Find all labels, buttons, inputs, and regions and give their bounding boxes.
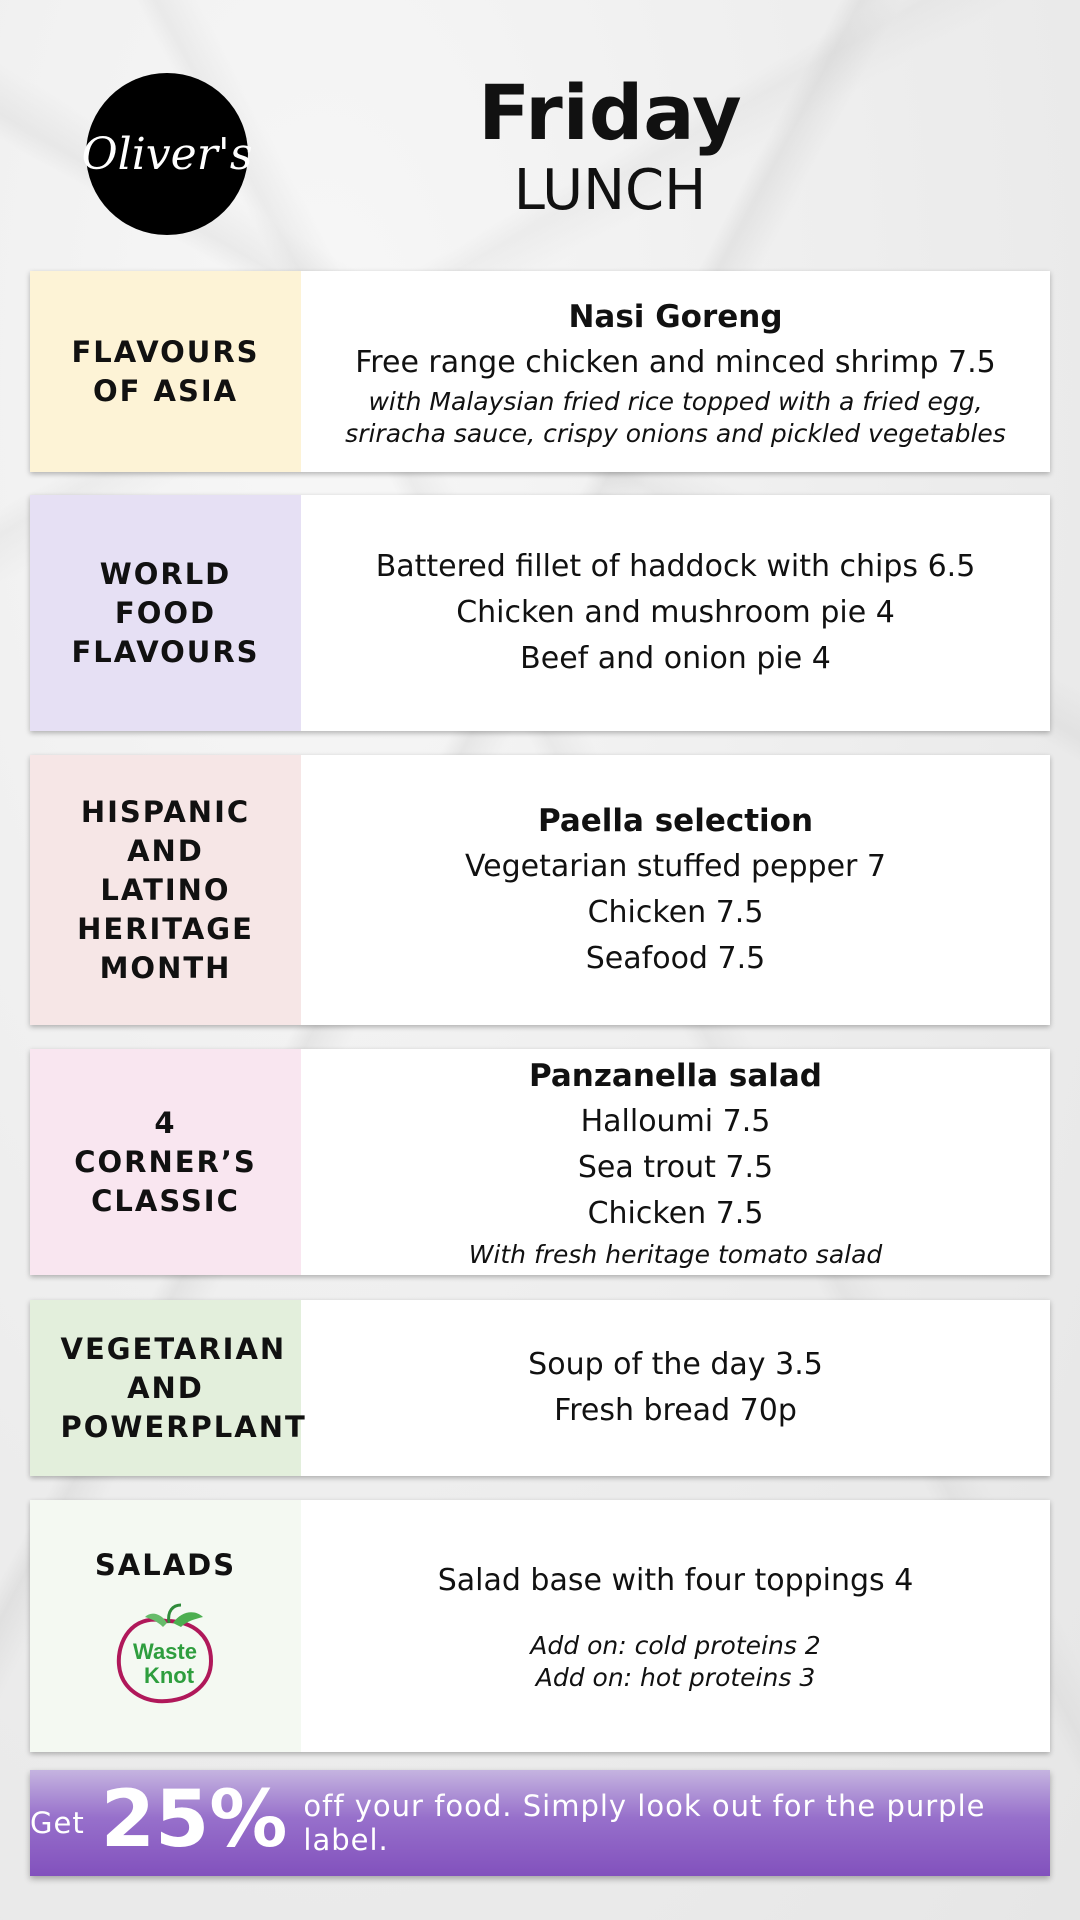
section-label-panel bbox=[30, 271, 301, 472]
section-label-panel bbox=[30, 755, 301, 1025]
menu-item: Chicken 7.5 bbox=[587, 895, 764, 930]
section-content bbox=[301, 1500, 1050, 1752]
menu-meal: LUNCH bbox=[513, 158, 707, 223]
waste-knot-logo bbox=[111, 1603, 221, 1707]
dish-title: Nasi Goreng bbox=[568, 298, 783, 335]
logo-word-knot: Knot bbox=[143, 1662, 194, 1688]
section-label-panel bbox=[30, 1049, 301, 1275]
section-content bbox=[301, 755, 1050, 1025]
section-hispanic-latino-heritage bbox=[30, 755, 1050, 1025]
menu-item: Seafood 7.5 bbox=[585, 941, 766, 976]
logo-text: Oliver's bbox=[81, 128, 253, 180]
menu-item: Vegetarian stuffed pepper 7 bbox=[464, 849, 886, 884]
add-on-note: Add on: cold proteins 2 bbox=[530, 1631, 821, 1660]
section-label: VEGETARIAN AND POWERPLANT bbox=[60, 1331, 307, 1444]
section-label-panel bbox=[30, 1300, 307, 1476]
menu-item: Chicken and mushroom pie 4 bbox=[456, 595, 895, 630]
section-label-panel bbox=[30, 1500, 301, 1752]
section-label: FLAVOURS OF ASIA bbox=[71, 334, 260, 408]
add-on-note: Add on: hot proteins 3 bbox=[535, 1663, 816, 1692]
section-label-panel bbox=[30, 495, 301, 731]
section-label: 4 CORNER’S CLASSIC bbox=[74, 1105, 257, 1218]
discount-banner bbox=[30, 1770, 1050, 1876]
dish-note: With fresh heritage tomato salad bbox=[468, 1240, 883, 1269]
menu-item: Fresh bread 70p bbox=[554, 1393, 797, 1428]
menu-item: Battered fillet of haddock with chips 6.5 bbox=[375, 549, 976, 584]
menu-item: Chicken 7.5 bbox=[587, 1196, 764, 1231]
section-content bbox=[301, 1049, 1050, 1275]
menu-item: Salad base with four toppings 4 bbox=[437, 1563, 914, 1598]
section-content bbox=[301, 271, 1050, 472]
olivers-logo bbox=[81, 73, 253, 235]
section-flavours-of-asia bbox=[30, 271, 1050, 472]
section-vegetarian-powerplant bbox=[30, 1300, 1050, 1476]
promo-highlight: 25% bbox=[100, 1775, 288, 1865]
section-world-food-flavours bbox=[30, 495, 1050, 731]
section-salads bbox=[30, 1500, 1050, 1752]
section-content bbox=[301, 495, 1050, 731]
logo-word-waste: Waste bbox=[132, 1638, 197, 1664]
section-label: WORLD FOOD FLAVOURS bbox=[71, 556, 260, 669]
promo-prefix: Get bbox=[30, 1806, 85, 1840]
dish-note: with Malaysian fried rice topped with a fried egg, sriracha sauce, crispy onions and pickled vegetables bbox=[345, 386, 1006, 448]
section-4-corners-classic bbox=[30, 1049, 1050, 1275]
menu-item: Soup of the day 3.5 bbox=[528, 1347, 823, 1382]
dish-title: Panzanella salad bbox=[528, 1058, 822, 1094]
menu-item: Free range chicken and minced shrimp 7.5 bbox=[355, 344, 996, 380]
section-label: SALADS bbox=[94, 1547, 237, 1582]
dish-title: Paella selection bbox=[537, 803, 814, 839]
section-content bbox=[301, 1300, 1050, 1476]
section-label: HISPANIC AND LATINO HERITAGE MONTH bbox=[77, 794, 254, 985]
menu-item: Sea trout 7.5 bbox=[577, 1150, 774, 1185]
beetroot-icon bbox=[111, 1603, 221, 1707]
promo-suffix: off your food. Simply look out for the purple label. bbox=[303, 1789, 986, 1857]
menu-day: Friday bbox=[478, 68, 742, 157]
menu-item: Halloumi 7.5 bbox=[580, 1104, 771, 1139]
menu-item: Beef and onion pie 4 bbox=[520, 641, 831, 676]
